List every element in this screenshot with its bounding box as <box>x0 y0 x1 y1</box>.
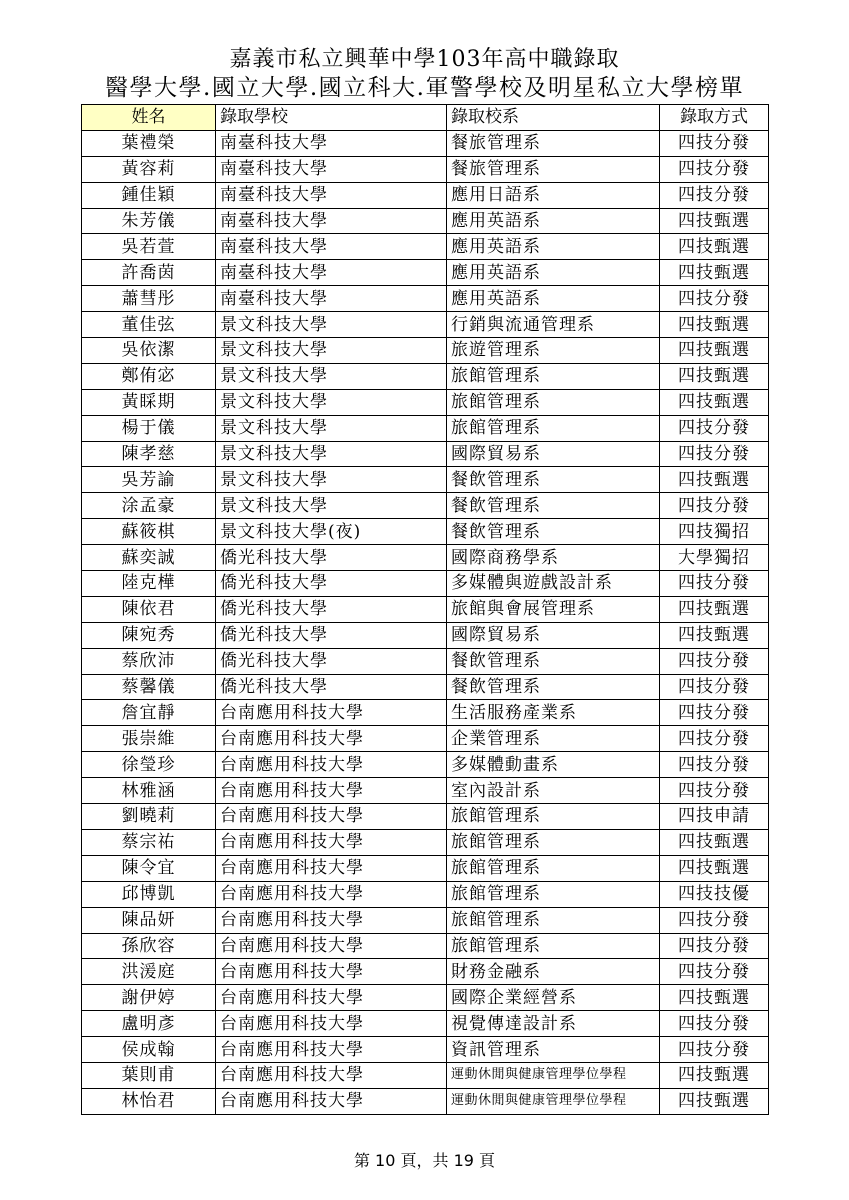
table-row <box>82 829 769 855</box>
table-header-row <box>82 105 769 131</box>
admission-method: 四技獨招 <box>660 519 769 545</box>
admission-method: 四技申請 <box>660 804 769 830</box>
table-row <box>82 1088 769 1114</box>
student-name: 洪湲庭 <box>82 959 216 985</box>
table-row <box>82 156 769 182</box>
school-name: 南臺科技大學 <box>216 234 447 260</box>
department-name: 生活服務產業系 <box>447 700 660 726</box>
school-name: 景文科技大學 <box>216 441 447 467</box>
table-row <box>82 571 769 597</box>
student-name: 蔡馨儀 <box>82 674 216 700</box>
table-row <box>82 1037 769 1063</box>
table-row <box>82 907 769 933</box>
table-row <box>82 700 769 726</box>
admission-method: 四技甄選 <box>660 234 769 260</box>
department-name: 旅館管理系 <box>447 415 660 441</box>
admission-method: 四技甄選 <box>660 1062 769 1088</box>
department-name: 旅館管理系 <box>447 907 660 933</box>
department-name: 國際企業經營系 <box>447 985 660 1011</box>
student-name: 葉則甫 <box>82 1062 216 1088</box>
student-name: 黃容莉 <box>82 156 216 182</box>
admission-method: 四技甄選 <box>660 467 769 493</box>
admission-method: 四技分發 <box>660 286 769 312</box>
table-row <box>82 985 769 1011</box>
school-name: 南臺科技大學 <box>216 286 447 312</box>
school-name: 南臺科技大學 <box>216 156 447 182</box>
school-name: 台南應用科技大學 <box>216 985 447 1011</box>
admission-method: 四技分發 <box>660 571 769 597</box>
department-name: 旅館管理系 <box>447 804 660 830</box>
admission-method: 四技分發 <box>660 933 769 959</box>
school-name: 南臺科技大學 <box>216 182 447 208</box>
department-name: 視覺傳達設計系 <box>447 1011 660 1037</box>
table-row <box>82 752 769 778</box>
admission-method: 四技分發 <box>660 1011 769 1037</box>
student-name: 葉禮榮 <box>82 130 216 156</box>
admission-method: 四技分發 <box>660 1037 769 1063</box>
admission-method: 四技甄選 <box>660 363 769 389</box>
student-name: 黃睬期 <box>82 389 216 415</box>
student-name: 蘇筱棋 <box>82 519 216 545</box>
department-name: 運動休閒與健康管理學位學程 <box>447 1088 660 1114</box>
school-name: 台南應用科技大學 <box>216 804 447 830</box>
department-name: 企業管理系 <box>447 726 660 752</box>
table-row <box>82 467 769 493</box>
table-row <box>82 933 769 959</box>
school-name: 景文科技大學 <box>216 312 447 338</box>
table-body <box>82 130 769 1114</box>
school-name: 南臺科技大學 <box>216 130 447 156</box>
header-school: 錄取學校 <box>216 105 447 131</box>
table-row <box>82 441 769 467</box>
admission-method: 四技分發 <box>660 726 769 752</box>
student-name: 侯成翰 <box>82 1037 216 1063</box>
department-name: 旅遊管理系 <box>447 338 660 364</box>
department-name: 行銷與流通管理系 <box>447 312 660 338</box>
table-row <box>82 130 769 156</box>
table-row <box>82 389 769 415</box>
table-row <box>82 182 769 208</box>
student-name: 陸克樺 <box>82 571 216 597</box>
school-name: 僑光科技大學 <box>216 622 447 648</box>
school-name: 台南應用科技大學 <box>216 752 447 778</box>
header-department: 錄取校系 <box>447 105 660 131</box>
student-name: 陳依君 <box>82 596 216 622</box>
student-name: 吳若萱 <box>82 234 216 260</box>
department-name: 運動休閒與健康管理學位學程 <box>447 1062 660 1088</box>
admission-method: 四技分發 <box>660 674 769 700</box>
student-name: 蕭彗彤 <box>82 286 216 312</box>
table-row <box>82 312 769 338</box>
department-name: 應用英語系 <box>447 234 660 260</box>
school-name: 台南應用科技大學 <box>216 881 447 907</box>
admission-method: 大學獨招 <box>660 545 769 571</box>
student-name: 邱博凱 <box>82 881 216 907</box>
department-name: 多媒體動畫系 <box>447 752 660 778</box>
student-name: 蔡欣沛 <box>82 648 216 674</box>
department-name: 旅館管理系 <box>447 881 660 907</box>
department-name: 國際商務學系 <box>447 545 660 571</box>
admission-method: 四技分發 <box>660 778 769 804</box>
student-name: 蔡宗祐 <box>82 829 216 855</box>
table-row <box>82 363 769 389</box>
student-name: 涂孟豪 <box>82 493 216 519</box>
document-subtitle: 醫學大學.國立大學.國立科大.軍警學校及明星私立大學榜單 <box>105 75 744 101</box>
department-name: 應用英語系 <box>447 286 660 312</box>
department-name: 餐飲管理系 <box>447 648 660 674</box>
school-name: 僑光科技大學 <box>216 545 447 571</box>
page-footer: 第 10 頁，共 19 頁 <box>353 1151 496 1170</box>
school-name: 景文科技大學 <box>216 467 447 493</box>
school-name: 景文科技大學 <box>216 493 447 519</box>
table-row <box>82 959 769 985</box>
table-row <box>82 674 769 700</box>
table-row <box>82 804 769 830</box>
department-name: 國際貿易系 <box>447 622 660 648</box>
table-row <box>82 234 769 260</box>
department-name: 國際貿易系 <box>447 441 660 467</box>
school-name: 南臺科技大學 <box>216 260 447 286</box>
table-row <box>82 260 769 286</box>
school-name: 台南應用科技大學 <box>216 778 447 804</box>
department-name: 餐飲管理系 <box>447 674 660 700</box>
student-name: 詹宜靜 <box>82 700 216 726</box>
admission-table <box>81 104 769 1115</box>
table-row <box>82 1062 769 1088</box>
department-name: 餐旅管理系 <box>447 156 660 182</box>
table-row <box>82 1011 769 1037</box>
admission-method: 四技甄選 <box>660 260 769 286</box>
header-name: 姓名 <box>82 105 216 131</box>
admission-method: 四技分發 <box>660 441 769 467</box>
admission-method: 四技甄選 <box>660 596 769 622</box>
student-name: 董佳弦 <box>82 312 216 338</box>
admission-method: 四技甄選 <box>660 389 769 415</box>
school-name: 景文科技大學 <box>216 338 447 364</box>
table-row <box>82 726 769 752</box>
school-name: 僑光科技大學 <box>216 571 447 597</box>
student-name: 劉曉莉 <box>82 804 216 830</box>
admission-method: 四技甄選 <box>660 1088 769 1114</box>
student-name: 蘇奕誠 <box>82 545 216 571</box>
admission-method: 四技分發 <box>660 156 769 182</box>
school-name: 僑光科技大學 <box>216 674 447 700</box>
student-name: 孫欣容 <box>82 933 216 959</box>
admission-method: 四技分發 <box>660 182 769 208</box>
school-name: 景文科技大學 <box>216 363 447 389</box>
department-name: 餐旅管理系 <box>447 130 660 156</box>
department-name: 應用英語系 <box>447 208 660 234</box>
school-name: 台南應用科技大學 <box>216 855 447 881</box>
student-name: 鄭侑宓 <box>82 363 216 389</box>
student-name: 林怡君 <box>82 1088 216 1114</box>
admission-method: 四技甄選 <box>660 208 769 234</box>
school-name: 台南應用科技大學 <box>216 1011 447 1037</box>
student-name: 陳宛秀 <box>82 622 216 648</box>
student-name: 吳依潔 <box>82 338 216 364</box>
department-name: 財務金融系 <box>447 959 660 985</box>
admission-method: 四技甄選 <box>660 622 769 648</box>
table-row <box>82 286 769 312</box>
admission-method: 四技甄選 <box>660 985 769 1011</box>
student-name: 徐瑩珍 <box>82 752 216 778</box>
department-name: 旅館管理系 <box>447 829 660 855</box>
admission-method: 四技甄選 <box>660 338 769 364</box>
document-title: 嘉義市私立興華中學103年高中職錄取 <box>229 47 620 72</box>
department-name: 餐飲管理系 <box>447 519 660 545</box>
student-name: 陳孝慈 <box>82 441 216 467</box>
admission-method: 四技分發 <box>660 648 769 674</box>
department-name: 多媒體與遊戲設計系 <box>447 571 660 597</box>
school-name: 僑光科技大學 <box>216 648 447 674</box>
school-name: 台南應用科技大學 <box>216 933 447 959</box>
department-name: 旅館管理系 <box>447 389 660 415</box>
table-row <box>82 778 769 804</box>
department-name: 旅館管理系 <box>447 855 660 881</box>
school-name: 台南應用科技大學 <box>216 726 447 752</box>
department-name: 室內設計系 <box>447 778 660 804</box>
department-name: 餐飲管理系 <box>447 493 660 519</box>
student-name: 張崇維 <box>82 726 216 752</box>
admission-method: 四技技優 <box>660 881 769 907</box>
admission-method: 四技分發 <box>660 959 769 985</box>
student-name: 鍾佳穎 <box>82 182 216 208</box>
admission-method: 四技甄選 <box>660 829 769 855</box>
admission-method: 四技分發 <box>660 752 769 778</box>
table-row <box>82 855 769 881</box>
department-name: 應用英語系 <box>447 260 660 286</box>
table-row <box>82 493 769 519</box>
student-name: 陳品妍 <box>82 907 216 933</box>
student-name: 盧明彥 <box>82 1011 216 1037</box>
admission-method: 四技分發 <box>660 415 769 441</box>
table-row <box>82 338 769 364</box>
table-row <box>82 415 769 441</box>
school-name: 台南應用科技大學 <box>216 1037 447 1063</box>
admission-method: 四技分發 <box>660 907 769 933</box>
school-name: 台南應用科技大學 <box>216 907 447 933</box>
student-name: 陳令宜 <box>82 855 216 881</box>
department-name: 旅館管理系 <box>447 363 660 389</box>
school-name: 台南應用科技大學 <box>216 959 447 985</box>
school-name: 景文科技大學(夜) <box>216 519 447 545</box>
student-name: 朱芳儀 <box>82 208 216 234</box>
school-name: 台南應用科技大學 <box>216 829 447 855</box>
school-name: 台南應用科技大學 <box>216 1088 447 1114</box>
table-row <box>82 519 769 545</box>
table-row <box>82 881 769 907</box>
student-name: 許喬茵 <box>82 260 216 286</box>
admission-method: 四技分發 <box>660 493 769 519</box>
school-name: 南臺科技大學 <box>216 208 447 234</box>
table-row <box>82 596 769 622</box>
department-name: 旅館管理系 <box>447 933 660 959</box>
admission-method: 四技分發 <box>660 700 769 726</box>
department-name: 應用日語系 <box>447 182 660 208</box>
school-name: 僑光科技大學 <box>216 596 447 622</box>
table-row <box>82 622 769 648</box>
table-row <box>82 648 769 674</box>
admission-method: 四技分發 <box>660 130 769 156</box>
school-name: 台南應用科技大學 <box>216 1062 447 1088</box>
table-row <box>82 208 769 234</box>
admission-method: 四技甄選 <box>660 312 769 338</box>
department-name: 旅館與會展管理系 <box>447 596 660 622</box>
table-row <box>82 545 769 571</box>
department-name: 餐飲管理系 <box>447 467 660 493</box>
school-name: 景文科技大學 <box>216 415 447 441</box>
admission-method: 四技甄選 <box>660 855 769 881</box>
student-name: 吳芳諭 <box>82 467 216 493</box>
department-name: 資訊管理系 <box>447 1037 660 1063</box>
student-name: 林雅涵 <box>82 778 216 804</box>
student-name: 楊于儀 <box>82 415 216 441</box>
school-name: 台南應用科技大學 <box>216 700 447 726</box>
header-method: 錄取方式 <box>660 105 769 131</box>
school-name: 景文科技大學 <box>216 389 447 415</box>
student-name: 謝伊婷 <box>82 985 216 1011</box>
